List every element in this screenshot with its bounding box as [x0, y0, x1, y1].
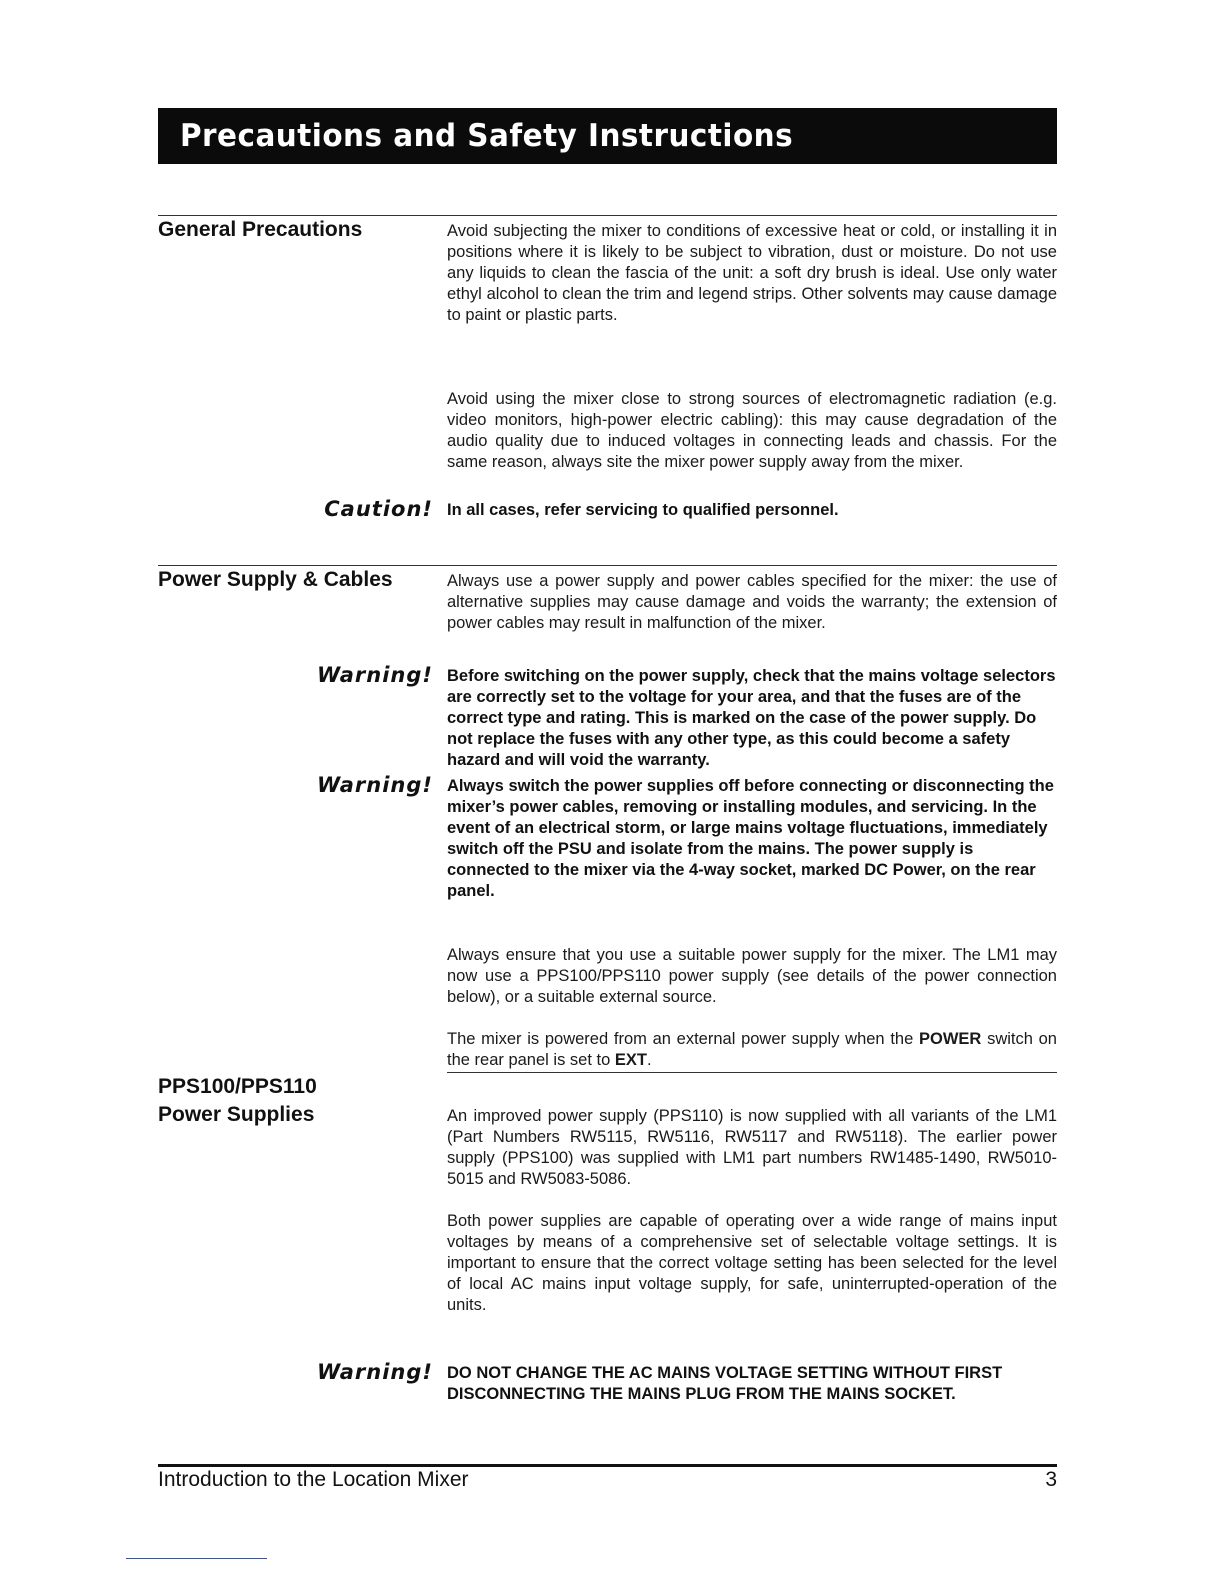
heading-line: PPS100/PPS110 [158, 1075, 317, 1098]
ext-keyword: EXT [614, 1051, 647, 1069]
warning-label: Warning! [317, 663, 433, 687]
text-run: The mixer is powered from an external power supply when the [447, 1030, 919, 1048]
warning-text-ac-mains: DO NOT CHANGE THE AC MAINS VOLTAGE SETTING WITHOUT FIRST DISCONNECTING THE MAINS PLUG FROM THE MAINS SOCKET. [447, 1364, 1003, 1403]
warning-text-switch-off: Always switch the power supplies off before connecting or disconnecting the mixer’s power cables, removing or installing modules, and servicing. In the event of an electrical storm, or large mains voltage fluctuations, immediately switch off the PSU and isolate from the mains. The power supply is connected to the mixer via the 4-way socket, marked DC Power, on the rear panel. [447, 777, 1054, 900]
section-heading-power: Power Supply & Cables [158, 568, 393, 591]
power-paragraph-1: Always use a power supply and power cables specified for the mixer: the use of alternative supplies may cause damage and voids the warranty; the extension of power cables may result in malfunction of the mixer. [447, 572, 1057, 632]
general-paragraph-2: Avoid using the mixer close to strong sources of electromagnetic radiation (e.g. video monitors, high-power electric cabling): this may cause degradation of the audio quality due to induced voltages in connecting leads and chassis. For the same reason, always site the mixer power supply away from the mixer. [447, 390, 1057, 471]
heading-line: Power Supplies [158, 1103, 315, 1126]
warning-text-voltage: Before switching on the power supply, check that the mains voltage selectors are correctly set to the voltage for your area, and that the fuses are of the correct type and rating. This is marked on the case of the power supply. Do not replace the fuses with any other type, as this could become a safety hazard and will void the warranty. [447, 667, 1056, 769]
page-number: 3 [1045, 1468, 1057, 1491]
section-divider [447, 1072, 1057, 1073]
section-heading-pps [158, 1073, 428, 1129]
power-paragraph-2: Always ensure that you use a suitable power supply for the mixer. The LM1 may now use a PPS100/PPS110 power supply (see details of the power connection below), or a suitable external source. [447, 946, 1057, 1006]
power-paragraph-3 [447, 1029, 1057, 1071]
text-run: switch on the rear panel is set to [447, 1030, 1057, 1069]
warning-label: Warning! [317, 1360, 433, 1384]
section-heading-general: General Precautions [158, 218, 363, 241]
pps-paragraph-1: An improved power supply (PPS110) is now supplied with all variants of the LM1 (Part Numbers RW5115, RW5116, RW5117 and RW5118). The earlier power supply (PPS100) was supplied with LM1 part numbers RW1485-1490, RW5010-5015 and RW5083-5086. [447, 1107, 1057, 1188]
title-banner [158, 108, 1057, 164]
scan-artifact-line [126, 1558, 267, 1559]
power-keyword: POWER [919, 1030, 982, 1048]
general-paragraph-1: Avoid subjecting the mixer to conditions of excessive heat or cold, or installing it in positions where it is likely to be subject to vibration, dust or moisture. Do not use any liquids to clean the fascia of the unit: a soft dry brush is ideal. Use only water ethyl alcohol to clean the trim and legend strips. Other solvents may cause damage to paint or plastic parts. [447, 222, 1057, 324]
footer-title: Introduction to the Location Mixer [158, 1468, 469, 1491]
pps-paragraph-2: Both power supplies are capable of operating over a wide range of mains input voltages by means of a comprehensive set of selectable voltage settings. It is important to ensure that the correct voltage setting has been selected for the level of local AC mains input voltage supply, for safe, uninterrupted-operation of the units. [447, 1212, 1057, 1314]
text-run: . [646, 1051, 652, 1069]
caution-label: Caution! [324, 497, 433, 521]
caution-text: In all cases, refer servicing to qualified personnel. [447, 501, 839, 519]
warning-label: Warning! [317, 773, 433, 797]
page-title: Precautions and Safety Instructions [180, 118, 794, 154]
